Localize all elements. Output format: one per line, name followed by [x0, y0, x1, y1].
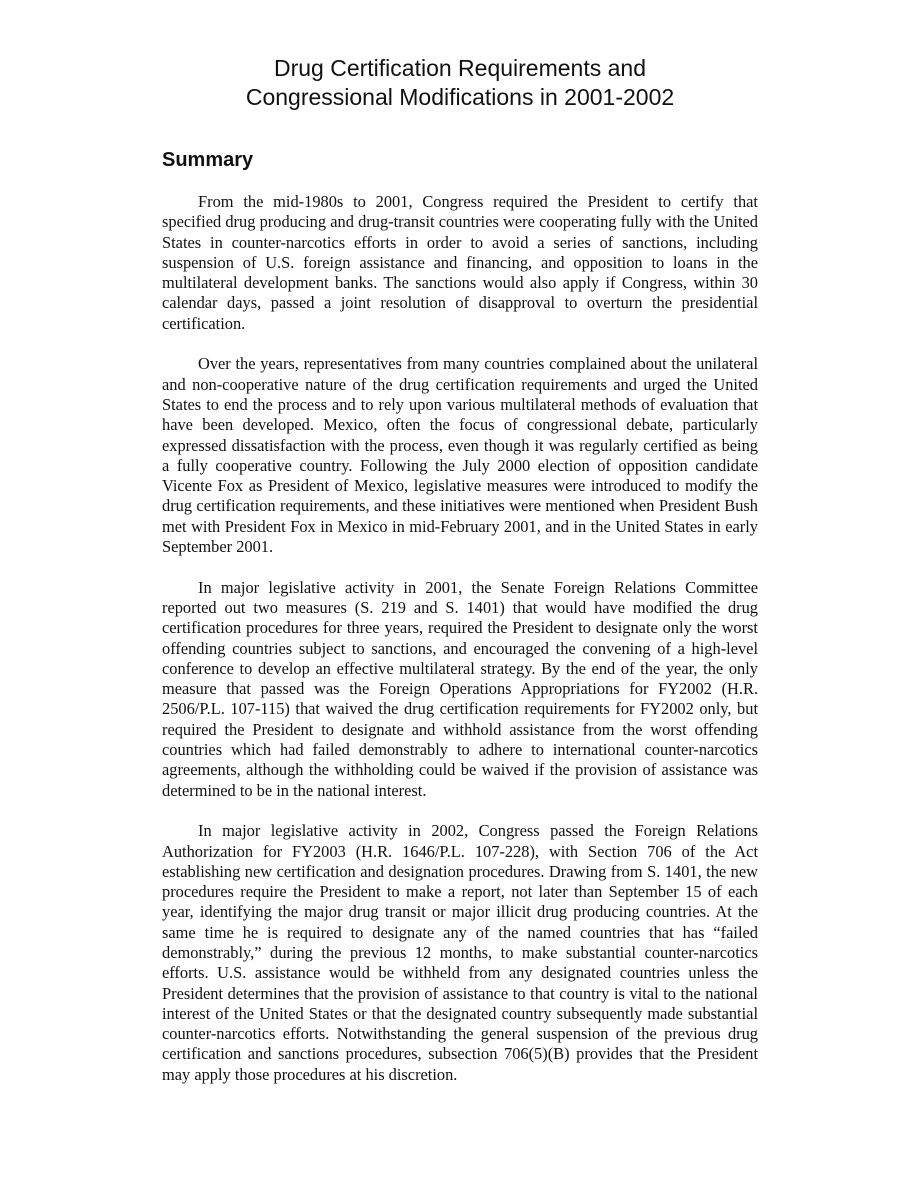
document-title-line-1: Drug Certification Requirements and: [273, 55, 646, 81]
document-title: [0, 54, 920, 112]
summary-paragraph-3: In major legislative activity in 2001, the Senate Foreign Relations Committee reported out two measures (S. 219 and S. 1401) that would have modified the drug certification procedures for three years, required the President to designate only the worst offending countries subject to sanctions, and encouraged the convening of a high-level conference to develop an effective multilateral strategy. By the end of the year, the only measure that passed was the Foreign Operations Appropriations for FY2002 (H.R. 2506/P.L. 107-115) that waived the drug certification requirements for FY2002 only, but required the President to designate and withhold assistance from the worst offending countries which had failed demonstrably to adhere to international counter-narcotics agreements, although the withholding could be waived if the provision of assistance was determined to be in the national interest.: [162, 577, 758, 800]
section-heading-summary: Summary: [162, 149, 254, 171]
summary-paragraph-1: From the mid-1980s to 2001, Congress required the President to certify that specified drug producing and drug-transit countries were cooperating fully with the United States in counter-narcotics efforts in order to avoid a series of sanctions, including suspension of U.S. foreign assistance and financing, and opposition to loans in the multilateral development banks. The sanctions would also apply if Congress, within 30 calendar days, passed a joint resolution of disapproval to overturn the presidential certification.: [162, 192, 758, 333]
document-title-line-2: Congressional Modifications in 2001-2002: [245, 84, 675, 110]
summary-body: [162, 192, 758, 1085]
summary-paragraph-2: Over the years, representatives from many countries complained about the unilateral and non-cooperative nature of the drug certification requirements and urged the United States to end the process and to rely upon various multilateral methods of evaluation that have been developed. Mexico, often the focus of congressional debate, particularly expressed dissatisfaction with the process, even though it was regularly certified as being a fully cooperative country. Following the July 2000 election of opposition candidate Vicente Fox as President of Mexico, legislative measures were introduced to modify the drug certification requirements, and these initiatives were mentioned when President Bush met with President Fox in Mexico in mid-February 2001, and in the United States in early September 2001.: [162, 354, 758, 557]
summary-paragraph-4: In major legislative activity in 2002, Congress passed the Foreign Relations Authorization for FY2003 (H.R. 1646/P.L. 107-228), with Section 706 of the Act establishing new certification and designation procedures. Drawing from S. 1401, the new procedures require the President to make a report, not later than September 15 of each year, identifying the major drug transit or major illicit drug producing countries. At the same time he is required to designate any of the named countries that has “failed demonstrably,” during the previous 12 months, to make substantial counter-narcotics efforts. U.S. assistance would be withheld from any designated countries unless the President determines that the provision of assistance to that country is vital to the national interest of the United States or that the designated country subsequently made substantial counter-narcotics efforts. Notwithstanding the general suspension of the previous drug certification and sanctions procedures, subsection 706(5)(B) provides that the President may apply those procedures at his discretion.: [162, 821, 758, 1084]
